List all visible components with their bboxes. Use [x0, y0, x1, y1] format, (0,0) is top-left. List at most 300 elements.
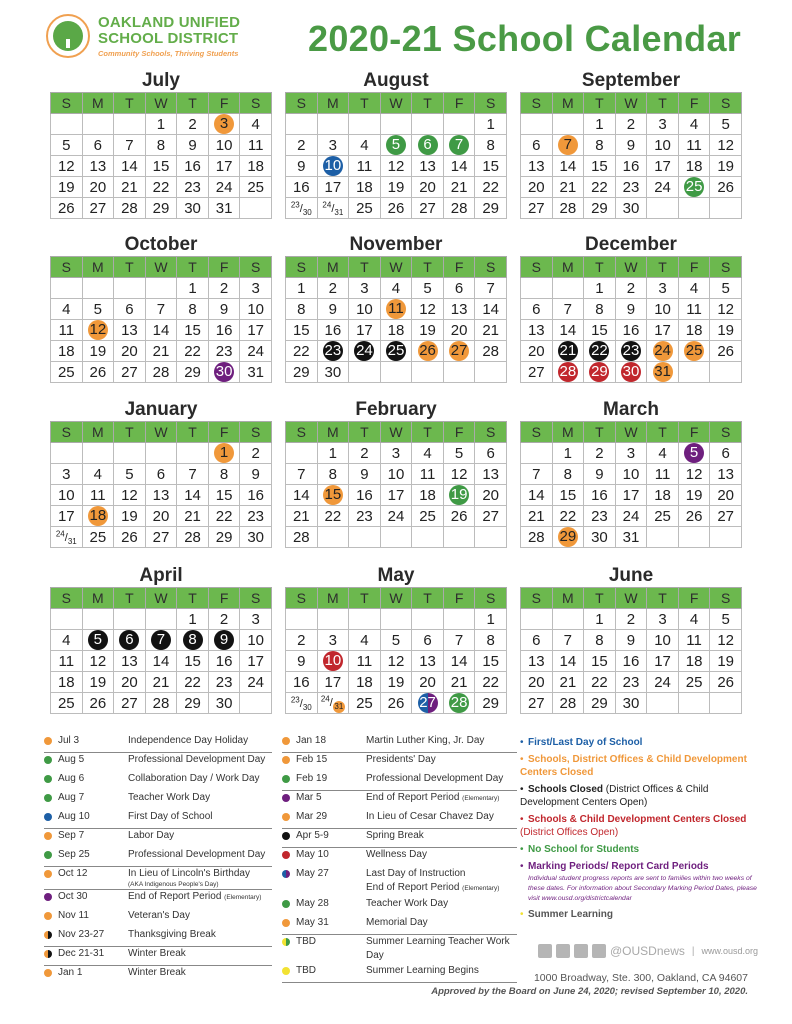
event-marker: 7	[449, 135, 469, 155]
day-cell: 19	[82, 341, 114, 362]
day-cell: 2	[584, 443, 616, 464]
weekday-header: F	[208, 257, 240, 278]
day-cell	[521, 114, 553, 135]
event-description: End of Report Period (Elementary)	[366, 792, 500, 803]
facebook-icon[interactable]	[538, 944, 552, 958]
day-cell: 2	[240, 443, 272, 464]
day-cell: 27	[145, 527, 177, 548]
day-cell	[145, 278, 177, 299]
day-cell: 19	[380, 672, 412, 693]
weekday-header: T	[647, 93, 679, 114]
weekday-header: F	[208, 588, 240, 609]
event-row	[282, 848, 517, 867]
day-cell: 13	[521, 651, 553, 672]
day-cell: 1	[584, 114, 616, 135]
day-cell: 4	[51, 299, 83, 320]
day-cell: 20	[521, 672, 553, 693]
day-cell: 5	[380, 630, 412, 651]
day-cell	[82, 443, 114, 464]
day-cell: 6	[710, 443, 742, 464]
day-cell: 22	[584, 177, 616, 198]
day-cell: 24	[380, 506, 412, 527]
event-marker: 7	[558, 135, 578, 155]
event-date: TBD	[296, 965, 316, 976]
day-cell: 29	[177, 693, 209, 714]
day-cell: 21	[286, 506, 318, 527]
district-logo	[46, 14, 240, 58]
day-cell	[317, 527, 349, 548]
website-link[interactable]: www.ousd.org	[701, 946, 759, 956]
day-cell: 6	[412, 630, 444, 651]
day-cell: 20	[521, 177, 553, 198]
day-cell	[412, 135, 444, 156]
weekday-header: T	[584, 588, 616, 609]
weekday-header: T	[647, 257, 679, 278]
weekday-header: M	[317, 588, 349, 609]
event-row	[44, 734, 272, 753]
day-cell: 20	[521, 341, 553, 362]
day-cell: 19	[678, 485, 710, 506]
day-cell	[443, 485, 475, 506]
event-marker: 31	[654, 363, 671, 380]
event-marker: 29	[559, 528, 577, 545]
day-cell: 5	[710, 114, 742, 135]
weekday-header: M	[317, 257, 349, 278]
day-cell	[521, 609, 553, 630]
day-cell: 28	[286, 527, 318, 548]
day-cell: 12	[380, 651, 412, 672]
district-address: 1000 Broadway, Ste. 300, Oakland, CA 94607	[533, 972, 748, 984]
day-cell: 16	[208, 651, 240, 672]
day-cell	[51, 114, 83, 135]
event-marker: 7	[151, 630, 171, 650]
event-marker: 5	[386, 135, 406, 155]
day-cell	[317, 651, 349, 672]
day-cell: 20	[412, 672, 444, 693]
day-cell: 17	[317, 672, 349, 693]
day-cell	[177, 443, 209, 464]
day-cell: 20	[145, 506, 177, 527]
day-cell: 7	[286, 464, 318, 485]
day-cell: 2	[615, 609, 647, 630]
event-row	[44, 829, 272, 848]
event-color-dot-icon	[282, 938, 290, 946]
day-cell	[114, 114, 146, 135]
event-color-dot-icon	[282, 832, 290, 840]
day-cell: 7	[552, 299, 584, 320]
event-date: Sep 25	[58, 849, 90, 860]
weekday-header: S	[51, 588, 83, 609]
weekday-header: T	[584, 257, 616, 278]
day-cell: 23	[615, 177, 647, 198]
month-july	[50, 70, 272, 219]
day-cell: 19	[412, 320, 444, 341]
day-cell: 10	[615, 464, 647, 485]
event-row	[282, 810, 517, 829]
event-date: Jan 1	[58, 967, 83, 978]
weekday-header: T	[349, 422, 381, 443]
event-date: May 31	[296, 917, 329, 928]
day-cell	[552, 114, 584, 135]
day-cell: 3	[240, 278, 272, 299]
day-cell: 18	[349, 672, 381, 693]
day-cell	[380, 362, 412, 383]
day-cell	[443, 609, 475, 630]
day-cell: 9	[286, 651, 318, 672]
day-cell: 18	[678, 156, 710, 177]
event-marker: 29	[591, 363, 608, 380]
event-row	[282, 734, 517, 753]
day-cell: 19	[51, 177, 83, 198]
day-cell: 30	[208, 693, 240, 714]
day-cell: 16	[177, 156, 209, 177]
day-cell	[443, 114, 475, 135]
month-name: May	[377, 565, 415, 586]
day-cell: 31	[615, 527, 647, 548]
day-cell: 2	[317, 278, 349, 299]
day-cell	[349, 609, 381, 630]
month-name: September	[581, 70, 681, 91]
month-december	[520, 234, 742, 383]
day-cell: 14	[521, 485, 553, 506]
day-cell: 18	[678, 320, 710, 341]
weekday-header: M	[82, 93, 114, 114]
day-cell: 15	[177, 320, 209, 341]
event-date: Feb 19	[296, 773, 328, 784]
org-tagline: Community Schools, Thriving Students	[98, 48, 239, 58]
day-cell: 3	[317, 630, 349, 651]
day-cell: 14	[552, 651, 584, 672]
day-cell: 19	[710, 320, 742, 341]
weekday-header: F	[443, 93, 475, 114]
day-cell: 4	[678, 278, 710, 299]
day-cell: 21	[443, 177, 475, 198]
marking-note: Individual student progress reports are sent to families within two weeks of these dates. For information about Secondary Marking Period Dates, please visit www.ousd.org/districtcalendar	[528, 875, 757, 902]
event-date: Feb 15	[296, 754, 328, 765]
day-cell: 9	[615, 630, 647, 651]
day-cell: 18	[380, 320, 412, 341]
event-description: Winter Break	[128, 948, 186, 959]
weekday-header: M	[82, 588, 114, 609]
day-cell: 2	[286, 135, 318, 156]
event-marker: 21	[559, 342, 577, 359]
event-row	[282, 897, 517, 916]
day-cell: 13	[412, 651, 444, 672]
color-key	[520, 736, 770, 925]
day-cell: 21	[443, 672, 475, 693]
weekday-header: T	[647, 422, 679, 443]
weekday-header: M	[552, 257, 584, 278]
day-cell: 11	[82, 485, 114, 506]
event-color-dot-icon	[44, 851, 52, 859]
day-cell	[678, 693, 710, 714]
day-cell: 18	[51, 672, 83, 693]
weekday-header: F	[678, 422, 710, 443]
event-marker: 10	[324, 157, 342, 174]
event-description: Martin Luther King, Jr. Day	[366, 735, 485, 746]
day-cell: 21	[145, 341, 177, 362]
day-cell	[552, 135, 584, 156]
event-marker: 19	[450, 486, 468, 503]
day-cell: 9	[349, 464, 381, 485]
event-row	[44, 909, 272, 928]
day-cell: 16	[240, 485, 272, 506]
day-cell: 12	[710, 630, 742, 651]
instagram-icon[interactable]	[574, 944, 588, 958]
day-cell: 2	[208, 278, 240, 299]
event-marker: 6	[418, 135, 438, 155]
day-cell: 22	[317, 506, 349, 527]
event-color-dot-icon	[44, 969, 52, 977]
day-cell: 27	[521, 198, 553, 219]
day-cell: 8	[584, 630, 616, 651]
day-cell: 16	[584, 485, 616, 506]
event-date: Aug 6	[58, 773, 85, 784]
day-cell: 22	[145, 177, 177, 198]
day-cell	[647, 693, 679, 714]
day-cell: 6	[521, 630, 553, 651]
month-name: June	[608, 565, 654, 586]
day-cell: 18	[349, 177, 381, 198]
key-cdc-closed: • Schools & Child Development Centers Closed (District Offices Open)	[520, 814, 747, 838]
day-cell: 1	[177, 278, 209, 299]
day-cell: 9	[177, 135, 209, 156]
day-cell	[552, 609, 584, 630]
day-cell: 11	[678, 135, 710, 156]
weekday-header: S	[240, 422, 272, 443]
day-cell	[317, 341, 349, 362]
month-may	[285, 565, 507, 714]
event-marker: 27	[419, 694, 436, 711]
twitter-icon[interactable]	[556, 944, 570, 958]
day-cell	[208, 362, 240, 383]
day-cell	[443, 362, 475, 383]
day-cell	[380, 135, 412, 156]
day-cell	[615, 362, 647, 383]
split-date: $^{24}/_{31}$	[55, 529, 77, 547]
day-cell	[286, 198, 318, 219]
month-name: August	[363, 70, 429, 91]
day-cell: 25	[349, 693, 381, 714]
month-april	[50, 565, 272, 714]
event-marker: 23	[622, 342, 640, 359]
day-cell: 12	[114, 485, 146, 506]
day-cell: 16	[615, 651, 647, 672]
day-cell: 4	[82, 464, 114, 485]
weekday-header: S	[475, 257, 507, 278]
day-cell: 14	[475, 299, 507, 320]
day-cell	[678, 341, 710, 362]
day-cell: 26	[82, 362, 114, 383]
day-cell: 19	[710, 156, 742, 177]
day-cell: 29	[584, 693, 616, 714]
day-cell: 5	[710, 278, 742, 299]
weekday-header: M	[552, 588, 584, 609]
events-list-left	[44, 734, 272, 985]
weekday-header: M	[82, 422, 114, 443]
event-date: Aug 7	[58, 792, 85, 803]
event-date: Sep 7	[58, 830, 85, 841]
day-cell	[208, 630, 240, 651]
event-description: Spring Break	[366, 830, 424, 841]
day-cell: 24	[615, 506, 647, 527]
day-cell: 21	[521, 506, 553, 527]
key-marking-periods: • Marking Periods/ Report Card Periods	[520, 861, 709, 872]
weekday-header: S	[521, 588, 553, 609]
month-name: February	[355, 399, 437, 420]
day-cell: 14	[114, 156, 146, 177]
day-cell: 20	[82, 177, 114, 198]
day-cell: 29	[584, 198, 616, 219]
day-cell: 18	[240, 156, 272, 177]
day-cell	[240, 198, 272, 219]
day-cell	[51, 609, 83, 630]
day-cell: 14	[145, 320, 177, 341]
day-cell: 16	[317, 320, 349, 341]
day-cell	[286, 693, 318, 714]
event-description: In Lieu of Lincoln's Birthday (AKA Indigenous People's Day)	[128, 868, 250, 888]
weekday-header: S	[286, 93, 318, 114]
day-cell: 7	[443, 630, 475, 651]
day-cell: 6	[521, 299, 553, 320]
month-name: March	[603, 399, 659, 420]
day-cell	[710, 198, 742, 219]
day-cell: 22	[286, 341, 318, 362]
weekday-header: T	[114, 93, 146, 114]
tree-seal-icon	[46, 14, 90, 58]
event-row	[44, 947, 272, 966]
day-cell: 23	[615, 672, 647, 693]
day-cell: 13	[145, 485, 177, 506]
day-cell	[114, 443, 146, 464]
day-cell: 17	[51, 506, 83, 527]
day-cell: 9	[317, 299, 349, 320]
day-cell: 22	[208, 506, 240, 527]
day-cell: 17	[647, 156, 679, 177]
day-cell	[145, 609, 177, 630]
youtube-icon[interactable]	[592, 944, 606, 958]
weekday-header: M	[317, 422, 349, 443]
day-cell: 12	[710, 135, 742, 156]
day-cell: 30	[177, 198, 209, 219]
event-row	[44, 966, 272, 985]
weekday-header: S	[286, 257, 318, 278]
day-cell: 21	[114, 177, 146, 198]
day-cell: 5	[443, 443, 475, 464]
month-name: October	[124, 234, 198, 255]
weekday-header: T	[114, 588, 146, 609]
day-cell: 23	[240, 506, 272, 527]
day-cell: 27	[521, 693, 553, 714]
day-cell: 26	[710, 341, 742, 362]
day-cell	[678, 527, 710, 548]
day-cell: 8	[584, 299, 616, 320]
event-row	[44, 772, 272, 791]
weekday-header: M	[552, 93, 584, 114]
day-cell: 11	[349, 156, 381, 177]
event-color-dot-icon	[44, 756, 52, 764]
day-cell	[412, 341, 444, 362]
event-marker: 24	[356, 342, 373, 359]
events-list-middle	[282, 734, 517, 983]
day-cell	[678, 177, 710, 198]
event-date: Aug 10	[58, 811, 90, 822]
event-description: Thanksgiving Break	[128, 929, 216, 940]
day-cell: 4	[380, 278, 412, 299]
day-cell: 22	[177, 341, 209, 362]
event-description: Teacher Work Day	[366, 898, 449, 909]
event-description: Summer Learning Begins	[366, 965, 479, 976]
day-cell: 3	[380, 443, 412, 464]
day-cell: 1	[145, 114, 177, 135]
weekday-header: S	[286, 422, 318, 443]
day-cell: 13	[443, 299, 475, 320]
event-color-dot-icon	[282, 775, 290, 783]
day-cell: 27	[114, 693, 146, 714]
event-marker: 23	[324, 342, 342, 359]
month-september	[520, 70, 742, 219]
day-cell: 29	[177, 362, 209, 383]
day-cell: 16	[286, 177, 318, 198]
event-marker: 5	[88, 630, 108, 650]
weekday-header: W	[615, 93, 647, 114]
day-cell: 27	[412, 198, 444, 219]
event-color-dot-icon	[282, 900, 290, 908]
weekday-header: S	[240, 588, 272, 609]
day-cell	[317, 156, 349, 177]
event-date: Jul 3	[58, 735, 80, 746]
event-marker: 25	[387, 342, 405, 359]
weekday-header: F	[678, 257, 710, 278]
day-cell: 8	[584, 135, 616, 156]
day-cell	[412, 114, 444, 135]
day-cell	[443, 527, 475, 548]
day-cell: 20	[475, 485, 507, 506]
key-first-last: • First/Last Day of School	[520, 737, 643, 748]
social-links: @OUSDnews | www.ousd.org	[538, 944, 758, 958]
day-cell: 20	[443, 320, 475, 341]
event-marker: 22	[591, 342, 608, 359]
day-cell	[647, 362, 679, 383]
day-cell: 13	[82, 156, 114, 177]
day-cell: 28	[552, 198, 584, 219]
event-date: Mar 29	[296, 811, 328, 822]
day-cell	[475, 362, 507, 383]
weekday-header: T	[412, 588, 444, 609]
org-name-line1: OAKLAND UNIFIED	[98, 13, 241, 31]
day-cell: 4	[349, 630, 381, 651]
weekday-header: W	[380, 257, 412, 278]
event-marker: 12	[89, 321, 107, 338]
day-cell	[51, 527, 83, 548]
day-cell	[240, 693, 272, 714]
day-cell: 10	[647, 630, 679, 651]
day-cell: 23	[208, 672, 240, 693]
day-cell	[647, 527, 679, 548]
day-cell: 18	[647, 485, 679, 506]
day-cell: 20	[114, 341, 146, 362]
day-cell: 19	[710, 651, 742, 672]
day-cell: 10	[349, 299, 381, 320]
day-cell	[647, 198, 679, 219]
month-march	[520, 399, 742, 548]
weekday-header: W	[145, 93, 177, 114]
day-cell	[317, 609, 349, 630]
day-cell: 14	[145, 651, 177, 672]
day-cell	[521, 278, 553, 299]
day-cell: 9	[286, 156, 318, 177]
day-cell: 20	[412, 177, 444, 198]
